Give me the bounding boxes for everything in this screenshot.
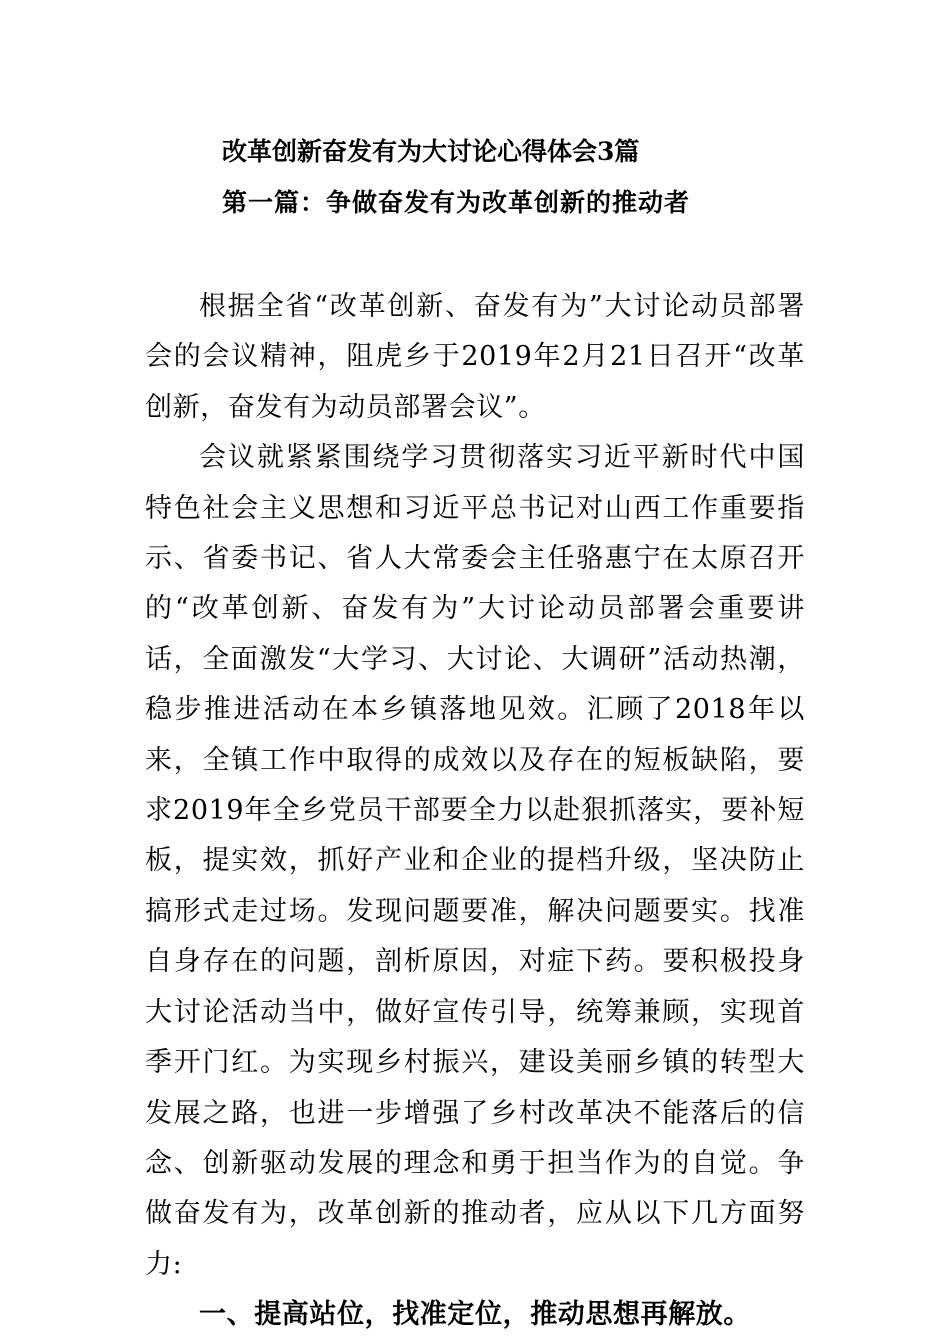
- section-heading-1: 一、提高站位，找准定位，推动思想再解放。: [199, 1299, 751, 1331]
- document-body: [145, 282, 805, 1341]
- paragraph-2: 会议就紧紧围绕学习贯彻落实习近平新时代中国特色社会主义思想和习近平总书记对山西工作重要指示、省委书记、省人大常委会主任骆惠宁在太原召开的“改革创新、奋发有为”大讨论动员部署会重要讲话，全面激发“大学习、大讨论、大调研”活动热潮，稳步推进活动在本乡镇落地见效。汇顾了2018年以来，全镇工作中取得的成效以及存在的短板缺陷，要求2019年全乡党员干部要全力以赴狠抓落实，要补短板，提实效，抓好产业和企业的提档升级，坚决防止搞形式走过场。发现问题要准，解决问题要实。找准自身存在的问题，剖析原因，对症下药。要积极投身大讨论活动当中，做好宣传引导，统筹兼顾，实现首季开门红。为实现乡村振兴，建设美丽乡镇的转型大发展之路，也进一步增强了乡村改革决不能落后的信念、创新驱动发展的理念和勇于担当作为的自觉。争做奋发有为，改革创新的推动者，应从以下几方面努力:: [145, 442, 805, 1280]
- paragraph-1: 根据全省“改革创新、奋发有为”大讨论动员部署会的会议精神，阻虎乡于2019年2月21日召开“改革创新，奋发有为动员部署会议”。: [145, 291, 805, 423]
- document-subtitle: 第一篇：争做奋发有为改革创新的推动者: [222, 188, 691, 217]
- document-title: 改革创新奋发有为大讨论心得体会3篇: [222, 137, 640, 166]
